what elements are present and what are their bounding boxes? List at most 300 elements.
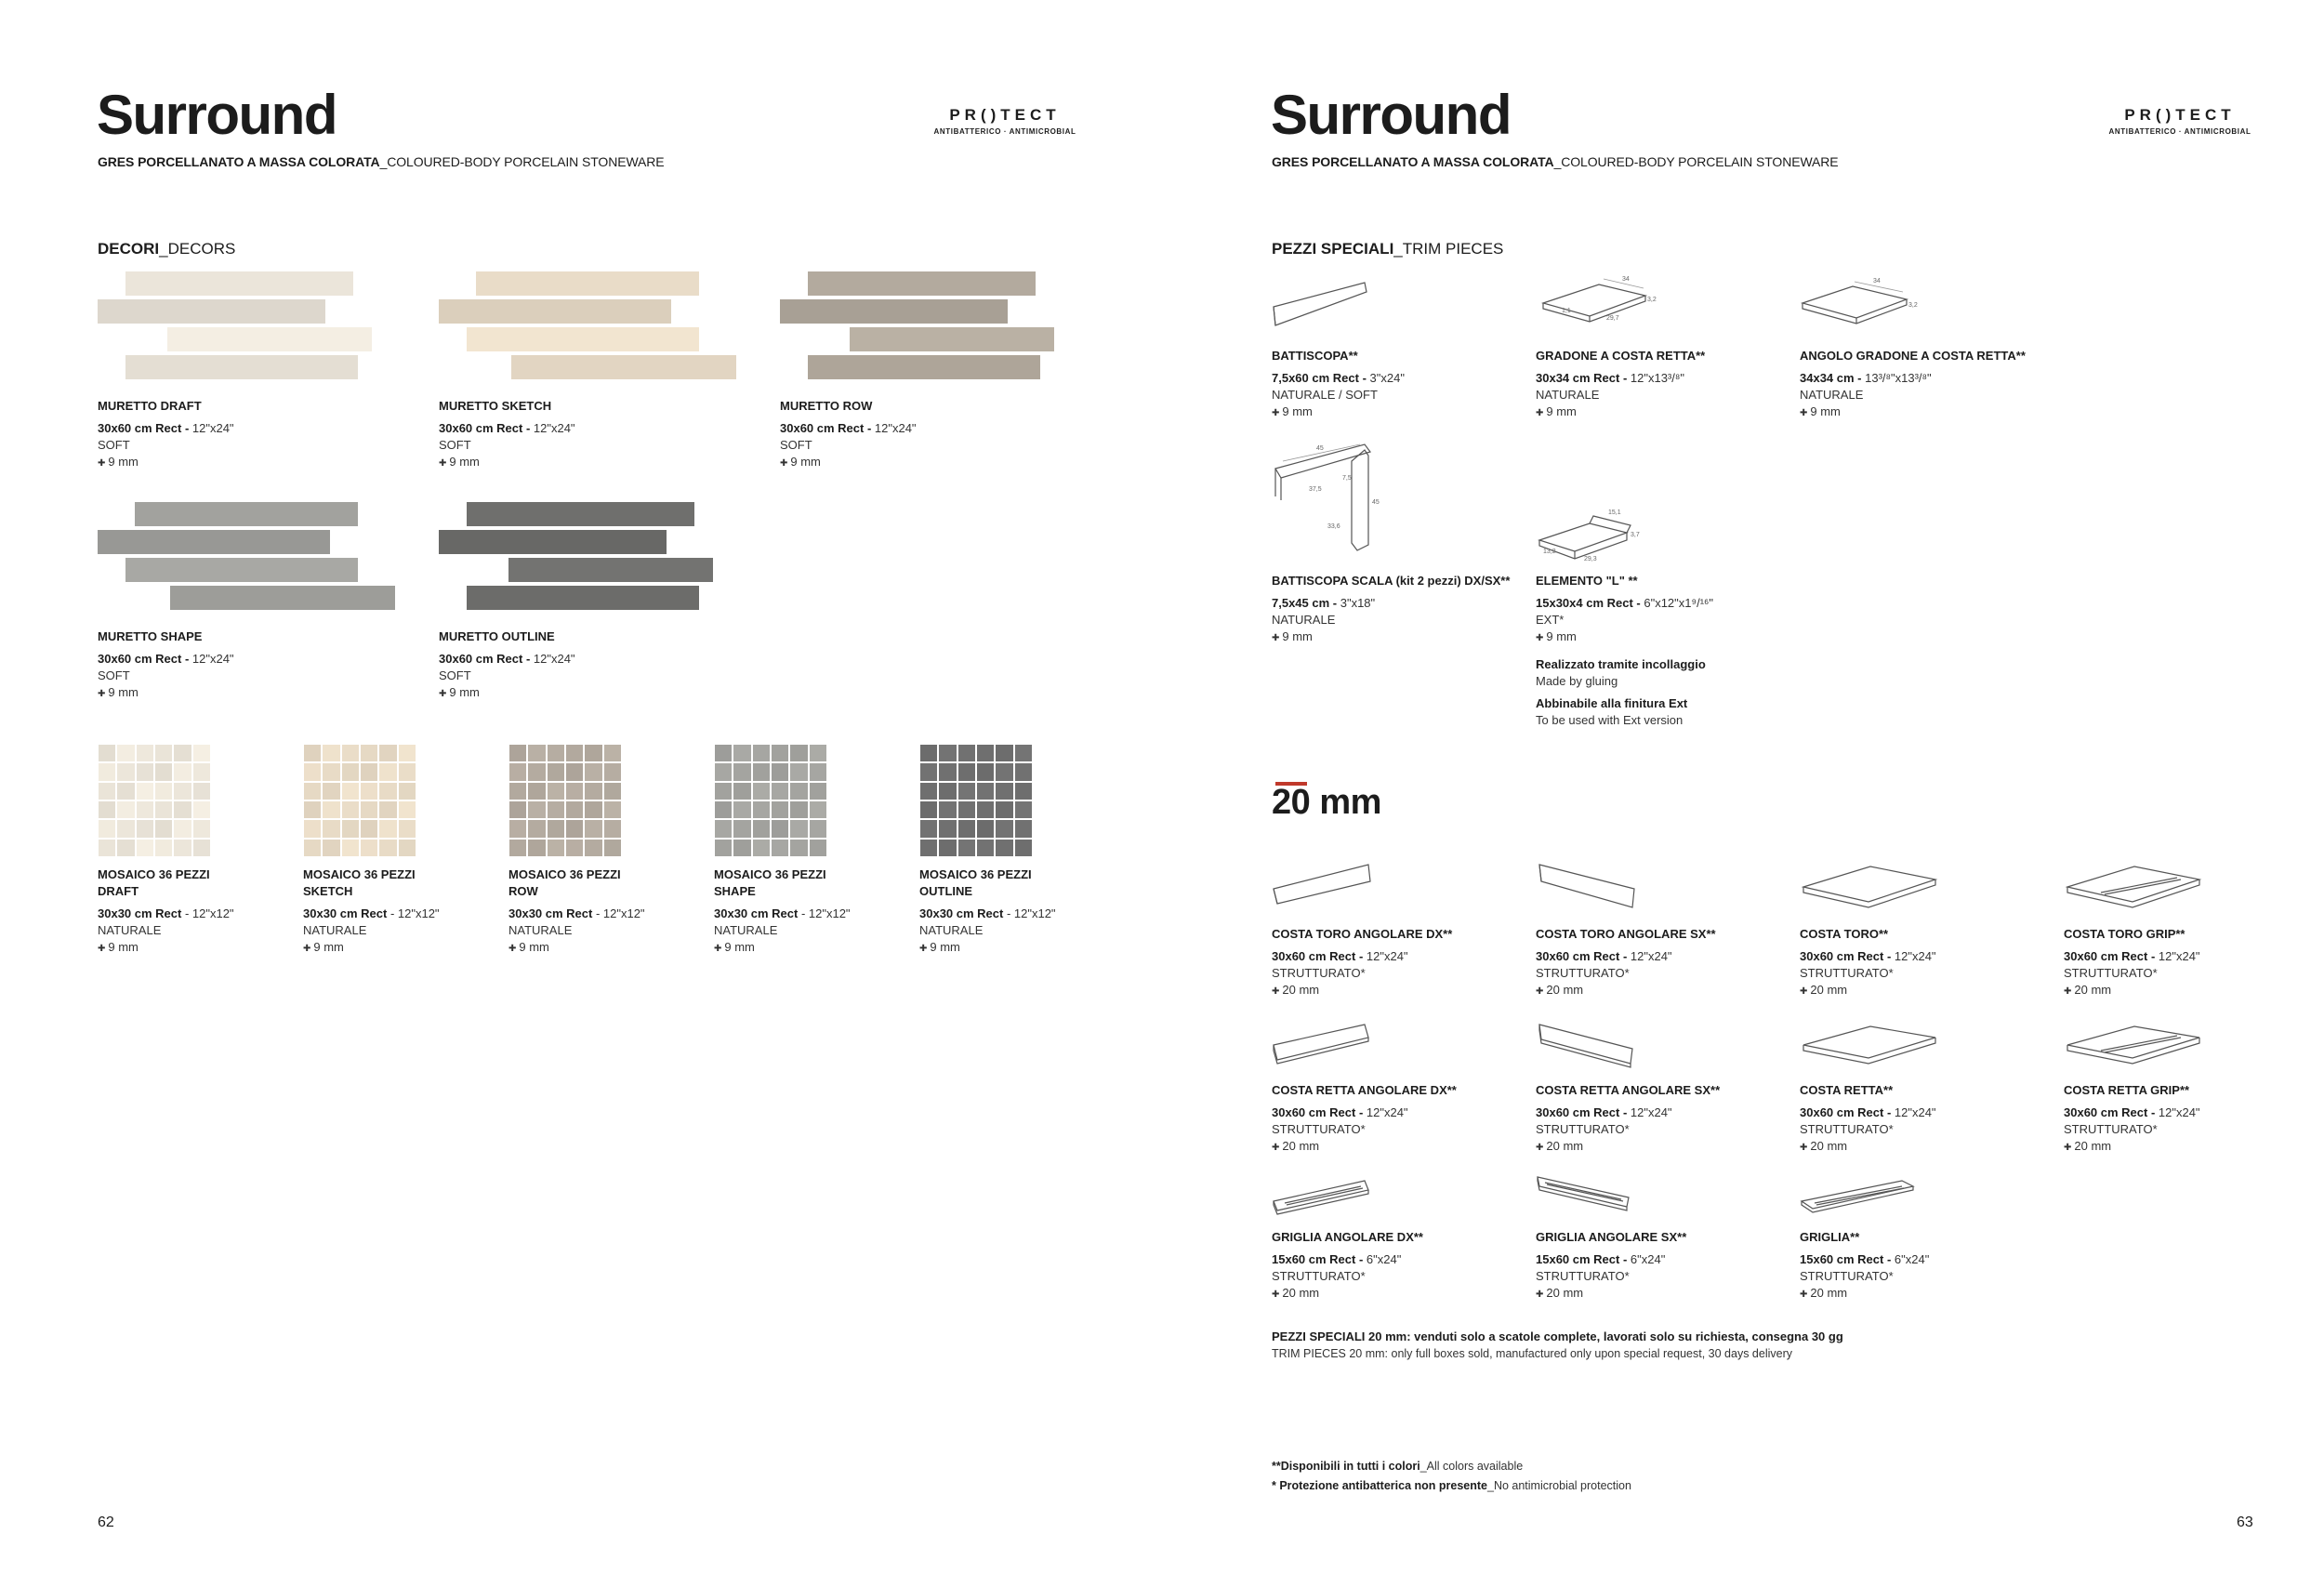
costa-retta-angolare-sx-drawing (1536, 1023, 1640, 1071)
mosaic-tile (193, 820, 210, 837)
footnote-antimicrobial: * Protezione antibatterica non presente_No antimicrobial protection (1272, 1479, 1631, 1492)
mosaic-tile (604, 840, 621, 856)
costa-retta-angolare-dx-drawing (1272, 1023, 1376, 1065)
mosaic-tile (99, 745, 115, 761)
product-finish: SOFT (439, 668, 471, 682)
product-name: GRIGLIA ANGOLARE DX** (1272, 1230, 1423, 1244)
product-size: 30x30 cm Rect - 12"x12" (303, 906, 440, 920)
product-finish: NATURALE (919, 923, 984, 937)
mosaic-tile (99, 763, 115, 780)
product-name: COSTA TORO** (1800, 927, 1889, 941)
product-name: COSTA TORO ANGOLARE SX** (1536, 927, 1716, 941)
mosaic-tile (772, 783, 788, 800)
mosaic-tile (996, 783, 1012, 800)
svg-text:29,7: 29,7 (1606, 315, 1619, 322)
mosaic-tile (174, 820, 191, 837)
section-bold: DECORI (98, 240, 160, 258)
product-finish: SOFT (98, 668, 130, 682)
product-thickness: ✚ 9 mm (1536, 403, 1705, 422)
mosaic-tile (810, 763, 826, 780)
muretto-strip (467, 586, 699, 610)
mosaic-tile (99, 783, 115, 800)
product-size: 30x30 cm Rect - 12"x12" (714, 906, 851, 920)
muretto-strip (167, 327, 372, 351)
mosaic-tile (753, 763, 770, 780)
mosaic-tile (304, 840, 321, 856)
product-thickness: ✚ 9 mm (1272, 403, 1405, 422)
product-size: 30x34 cm Rect - 12"x13³/⁸" (1536, 371, 1684, 385)
product-finish: STRUTTURATO* (1536, 1269, 1630, 1283)
mosaic-tile (772, 745, 788, 761)
muretto-draft-label (98, 398, 234, 472)
mosaic-tile (137, 801, 153, 818)
elemento-note-2-en: To be used with Ext version (1536, 713, 1684, 727)
elemento-note-2: Abbinabile alla finitura Ext (1536, 696, 1688, 710)
mosaic-tile (585, 820, 601, 837)
mosaic-tile (174, 745, 191, 761)
svg-text:3,2: 3,2 (1908, 302, 1918, 309)
product-name: GRIGLIA** (1800, 1230, 1860, 1244)
mosaic-tile (137, 745, 153, 761)
muretto-strip (808, 271, 1036, 296)
muretto-sketch-label (439, 398, 575, 472)
mosaic-tile (958, 763, 975, 780)
mosaic-tile (528, 745, 545, 761)
mosaic-tile (939, 783, 956, 800)
product-size: 30x60 cm Rect - 12"x24" (1800, 949, 1936, 963)
mosaic-tile (604, 783, 621, 800)
section-title-20mm: 20 mm (1272, 783, 1381, 822)
elemento-note-1: Realizzato tramite incollaggio (1536, 657, 1706, 671)
mosaic-tile (996, 745, 1012, 761)
mosaic-tile (585, 801, 601, 818)
muretto-strip (467, 327, 699, 351)
product-finish: NATURALE (1536, 388, 1600, 402)
svg-text:34: 34 (1873, 278, 1881, 284)
mosaic-tile (1015, 745, 1032, 761)
mosaic-tile (1015, 801, 1032, 818)
product-finish: NATURALE (303, 923, 367, 937)
product-size: 15x60 cm Rect - 6"x24" (1536, 1252, 1666, 1266)
mosaic-tile (174, 783, 191, 800)
mosaic-tile (193, 840, 210, 856)
mosaico-sketch-label (303, 866, 440, 958)
product-size: 30x60 cm Rect - 12"x24" (1272, 1105, 1408, 1119)
mosaic-tile (323, 783, 339, 800)
mosaic-tile (977, 763, 994, 780)
mosaic-tile (155, 745, 172, 761)
product-thickness: ✚ 9 mm (780, 454, 917, 472)
product-name: COSTA RETTA GRIP** (2064, 1083, 2190, 1097)
mosaic-tile (790, 783, 807, 800)
product-size: 15x30x4 cm Rect - 6"x12"x1⁹/¹⁶" (1536, 596, 1713, 610)
mosaic-tile (715, 745, 732, 761)
section-bold: PEZZI SPECIALI (1272, 240, 1394, 258)
mosaic-tile (753, 840, 770, 856)
subtitle-bold: GRES PORCELLANATO A MASSA COLORATA (1272, 154, 1554, 169)
mosaic-tile (509, 783, 526, 800)
mosaic-tile (977, 745, 994, 761)
note-20mm (1272, 1328, 1843, 1363)
mosaic-tile (399, 840, 416, 856)
product-size: 15x60 cm Rect - 6"x24" (1272, 1252, 1402, 1266)
muretto-strip (98, 530, 330, 554)
product-size: 34x34 cm - 13³/⁸"x13³/⁸" (1800, 371, 1932, 385)
product-name: MURETTO SKETCH (439, 399, 552, 413)
logo-tag: ANTIBATTERICO · ANTIMICROBIAL (933, 127, 1076, 136)
svg-text:45: 45 (1316, 445, 1324, 452)
mosaic-tile (566, 840, 583, 856)
mosaic-tile-grid (98, 744, 211, 857)
product-finish: STRUTTURATO* (2064, 966, 2158, 980)
muretto-strip (850, 327, 1054, 351)
mosaic-tile-grid (508, 744, 622, 857)
product-finish: NATURALE (1272, 613, 1336, 627)
svg-text:3,7: 3,7 (1631, 532, 1640, 538)
mosaic-tile (155, 763, 172, 780)
mosaic-tile (790, 801, 807, 818)
mosaico-outline-label (919, 866, 1056, 958)
product-thickness: ✚ 9 mm (439, 684, 575, 703)
costa-toro-label (1800, 926, 1936, 1000)
muretto-shape-label (98, 628, 234, 703)
mosaic-tile (958, 801, 975, 818)
product-finish: NATURALE / SOFT (1272, 388, 1378, 402)
section-title-trim (1272, 240, 1503, 258)
mosaic-tile (193, 745, 210, 761)
product-name: BATTISCOPA** (1272, 349, 1358, 363)
product-thickness: ✚ 20 mm (1536, 1285, 1686, 1303)
mosaic-tile (137, 840, 153, 856)
mosaic-tile (733, 745, 750, 761)
mosaic-tile (715, 820, 732, 837)
mosaic-tile (733, 801, 750, 818)
mosaic-tile (361, 840, 377, 856)
mosaic-tile (379, 801, 396, 818)
mosaic-tile (379, 820, 396, 837)
mosaic-tile (790, 763, 807, 780)
mosaic-tile (304, 801, 321, 818)
mosaic-tile (733, 840, 750, 856)
product-thickness: ✚ 9 mm (919, 939, 1056, 958)
mosaic-tile (958, 783, 975, 800)
product-name: COSTA RETTA** (1800, 1083, 1894, 1097)
mosaic-tile (342, 820, 359, 837)
mosaic-tile (604, 763, 621, 780)
mosaic-tile (715, 801, 732, 818)
mosaic-tile (585, 745, 601, 761)
mosaic-tile (733, 763, 750, 780)
subtitle-rest: _COLOURED-BODY PORCELAIN STONEWARE (1553, 154, 1839, 169)
product-thickness: ✚ 9 mm (98, 939, 234, 958)
mosaic-tile (810, 745, 826, 761)
mosaic-tile (810, 840, 826, 856)
product-finish: STRUTTURATO* (1800, 966, 1894, 980)
mosaic-tile (772, 763, 788, 780)
mosaic-tile (304, 745, 321, 761)
product-thickness: ✚ 20 mm (1272, 982, 1452, 1000)
mosaic-tile (304, 783, 321, 800)
gradone-drawing (1534, 275, 1655, 331)
mosaic-tile (753, 801, 770, 818)
svg-text:3,2: 3,2 (1647, 297, 1657, 303)
subtitle-right (1272, 154, 1839, 169)
mosaic-tile (604, 820, 621, 837)
mosaic-tile (342, 840, 359, 856)
mosaic-tile (920, 820, 937, 837)
mosaic-tile (509, 840, 526, 856)
product-finish: STRUTTURATO* (1272, 966, 1366, 980)
mosaic-tile (548, 745, 564, 761)
muretto-strip (476, 271, 699, 296)
mosaic-tile (117, 801, 134, 818)
protect-logo-left (930, 106, 1080, 136)
mosaic-tile (361, 820, 377, 837)
mosaic-tile (193, 763, 210, 780)
section-title-decors (98, 240, 235, 258)
logo-word: PR()TECT (2124, 106, 2236, 124)
svg-text:29,3: 29,3 (1584, 556, 1597, 562)
product-name: MOSAICO 36 PEZZI OUTLINE (919, 867, 1032, 898)
mosaic-tile (548, 840, 564, 856)
trim-battiscopa-label (1272, 348, 1405, 422)
mosaic-tile (174, 801, 191, 818)
griglia-angolare-dx-drawing (1272, 1179, 1374, 1216)
mosaic-tile (323, 840, 339, 856)
muretto-strip (467, 502, 694, 526)
costa-retta-angolare-dx-label (1272, 1082, 1457, 1157)
mosaic-tile (1015, 763, 1032, 780)
mosaic-tile (1015, 840, 1032, 856)
product-name: MURETTO OUTLINE (439, 629, 555, 643)
mosaic-tile (399, 745, 416, 761)
product-size: 30x60 cm Rect - 12"x24" (1536, 949, 1672, 963)
subtitle-rest: _COLOURED-BODY PORCELAIN STONEWARE (379, 154, 665, 169)
mosaic-tile (566, 745, 583, 761)
product-finish: SOFT (780, 438, 812, 452)
costa-toro-angolare-dx-label (1272, 926, 1452, 1000)
mosaic-tile (117, 745, 134, 761)
page-title-right: Surround (1271, 84, 1511, 146)
mosaic-tile (790, 840, 807, 856)
muretto-strip (125, 355, 358, 379)
mosaic-tile (920, 783, 937, 800)
mosaic-tile (509, 745, 526, 761)
mosaic-tile (323, 745, 339, 761)
product-name: GRADONE A COSTA RETTA** (1536, 349, 1706, 363)
battiscopa-scala-drawing (1272, 443, 1393, 554)
mosaic-tile (977, 801, 994, 818)
page-number-right: 63 (2237, 1514, 2253, 1530)
costa-retta-grip-drawing (2064, 1023, 2203, 1071)
svg-text:7,5: 7,5 (1342, 475, 1352, 482)
product-finish: STRUTTURATO* (1272, 1269, 1366, 1283)
mosaic-tile (342, 783, 359, 800)
svg-text:15,1: 15,1 (1608, 509, 1621, 516)
mosaic-tile (342, 801, 359, 818)
note-20mm-it: PEZZI SPECIALI 20 mm: venduti solo a scatole complete, lavorati solo su richiesta, consegna 30 gg (1272, 1329, 1843, 1343)
note-20mm-en: TRIM PIECES 20 mm: only full boxes sold, manufactured only upon special request, 30 days delivery (1272, 1347, 1792, 1360)
product-finish: NATURALE (714, 923, 778, 937)
product-size: 30x60 cm Rect - 12"x24" (780, 421, 917, 435)
mosaic-tile (509, 820, 526, 837)
mosaic-tile (379, 763, 396, 780)
elemento-note-1-en: Made by gluing (1536, 674, 1618, 688)
mosaic-tile (566, 763, 583, 780)
mosaic-tile (772, 840, 788, 856)
svg-text:33,6: 33,6 (1327, 523, 1340, 530)
mosaic-tile (174, 763, 191, 780)
mosaic-tile (566, 783, 583, 800)
subtitle-bold: GRES PORCELLANATO A MASSA COLORATA (98, 154, 380, 169)
costa-toro-grip-label (2064, 926, 2200, 1000)
product-thickness: ✚ 20 mm (1272, 1285, 1423, 1303)
trim-angolo-gradone-label (1800, 348, 2026, 422)
mosaic-tile (361, 801, 377, 818)
product-name: COSTA RETTA ANGOLARE DX** (1272, 1083, 1457, 1097)
mosaic-tile (99, 840, 115, 856)
mosaic-tile (958, 820, 975, 837)
product-size: 30x60 cm Rect - 12"x24" (1272, 949, 1408, 963)
product-thickness: ✚ 20 mm (1800, 982, 1936, 1000)
product-thickness: ✚ 20 mm (1536, 1138, 1720, 1157)
svg-text:13,2: 13,2 (1543, 549, 1556, 555)
mosaico-draft-label (98, 866, 234, 958)
mosaic-tile (715, 783, 732, 800)
product-thickness: ✚ 20 mm (2064, 982, 2200, 1000)
mosaic-tile (939, 840, 956, 856)
griglia-angolare-sx-drawing (1536, 1175, 1638, 1216)
svg-text:1,1: 1,1 (1562, 308, 1571, 314)
mosaic-tile (790, 820, 807, 837)
mosaic-tile (399, 763, 416, 780)
mosaic-tile (810, 783, 826, 800)
mosaic-tile (958, 840, 975, 856)
product-size: 30x60 cm Rect - 12"x24" (98, 421, 234, 435)
product-size: 15x60 cm Rect - 6"x24" (1800, 1252, 1930, 1266)
mosaic-tile (379, 745, 396, 761)
mosaic-tile (137, 783, 153, 800)
mosaic-tile (920, 801, 937, 818)
muretto-strip (135, 502, 358, 526)
mosaic-tile (604, 801, 621, 818)
product-size: 30x60 cm Rect - 12"x24" (439, 652, 575, 666)
mosaic-tile (753, 783, 770, 800)
product-thickness: ✚ 9 mm (1800, 403, 2026, 422)
product-name: COSTA TORO GRIP** (2064, 927, 2185, 941)
mosaic-tile (342, 763, 359, 780)
mosaic-tile (810, 820, 826, 837)
product-finish: NATURALE (98, 923, 162, 937)
product-thickness: ✚ 9 mm (98, 454, 234, 472)
product-size: 30x60 cm Rect - 12"x24" (98, 652, 234, 666)
mosaic-tile (733, 783, 750, 800)
mosaic-tile (566, 801, 583, 818)
mosaic-tile (585, 840, 601, 856)
mosaic-tile (509, 763, 526, 780)
mosaic-tile (1015, 820, 1032, 837)
mosaic-tile (117, 763, 134, 780)
mosaic-tile (117, 783, 134, 800)
svg-text:45: 45 (1372, 499, 1380, 506)
mosaic-tile (509, 801, 526, 818)
product-size: 30x60 cm Rect - 12"x24" (439, 421, 575, 435)
muretto-strip (125, 558, 358, 582)
battiscopa-drawing (1272, 279, 1374, 330)
section-rest: _DECORS (159, 240, 236, 258)
mosaic-tile (528, 801, 545, 818)
footnotes (1272, 1457, 1631, 1496)
product-finish: STRUTTURATO* (2064, 1122, 2158, 1136)
mosaic-tile (99, 801, 115, 818)
product-finish: STRUTTURATO* (1536, 966, 1630, 980)
product-thickness: ✚ 20 mm (2064, 1138, 2200, 1157)
mosaic-tile (174, 840, 191, 856)
mosaic-tile (753, 745, 770, 761)
product-name: MOSAICO 36 PEZZI DRAFT (98, 867, 210, 898)
mosaic-tile (548, 801, 564, 818)
griglia-angolare-dx-label (1272, 1229, 1423, 1303)
mosaic-tile (604, 745, 621, 761)
product-size: 30x60 cm Rect - 12"x24" (2064, 1105, 2200, 1119)
muretto-strip (780, 299, 1008, 324)
product-finish: NATURALE (1800, 388, 1864, 402)
svg-text:34: 34 (1622, 276, 1630, 283)
mosaic-tile (399, 820, 416, 837)
mosaic-tile (155, 820, 172, 837)
product-finish: STRUTTURATO* (1272, 1122, 1366, 1136)
mosaic-tile (772, 820, 788, 837)
mosaic-tile (920, 745, 937, 761)
mosaic-tile (939, 745, 956, 761)
muretto-strip (170, 586, 395, 610)
mosaic-tile (137, 820, 153, 837)
product-thickness: ✚ 9 mm (1536, 628, 1713, 647)
product-name: MURETTO SHAPE (98, 629, 203, 643)
product-size: 30x30 cm Rect - 12"x12" (508, 906, 645, 920)
product-thickness: ✚ 9 mm (714, 939, 851, 958)
mosaic-tile (361, 745, 377, 761)
mosaic-tile (361, 763, 377, 780)
mosaic-tile (342, 745, 359, 761)
mosaic-tile (939, 801, 956, 818)
product-name: MOSAICO 36 PEZZI ROW (508, 867, 621, 898)
mosaic-tile (939, 820, 956, 837)
mosaic-tile (548, 820, 564, 837)
trim-gradone-label (1536, 348, 1705, 422)
logo-word: PR()TECT (949, 106, 1061, 124)
mosaic-tile-grid (714, 744, 827, 857)
product-thickness: ✚ 20 mm (1536, 982, 1716, 1000)
product-name: COSTA TORO ANGOLARE DX** (1272, 927, 1453, 941)
muretto-strip (439, 530, 667, 554)
product-finish: SOFT (98, 438, 130, 452)
mosaic-tile (977, 820, 994, 837)
mosaic-tile (528, 840, 545, 856)
mosaic-tile (155, 783, 172, 800)
mosaic-tile (958, 745, 975, 761)
product-name: MOSAICO 36 PEZZI SKETCH (303, 867, 416, 898)
costa-retta-angolare-sx-label (1536, 1082, 1720, 1157)
mosaico-row-label (508, 866, 645, 958)
costa-toro-angolare-sx-drawing (1536, 863, 1640, 911)
costa-retta-drawing (1800, 1023, 1939, 1071)
mosaic-tile (977, 840, 994, 856)
mosaic-tile (790, 745, 807, 761)
mosaic-tile (715, 840, 732, 856)
costa-retta-grip-label (2064, 1082, 2200, 1157)
costa-toro-angolare-dx-drawing (1272, 863, 1376, 906)
